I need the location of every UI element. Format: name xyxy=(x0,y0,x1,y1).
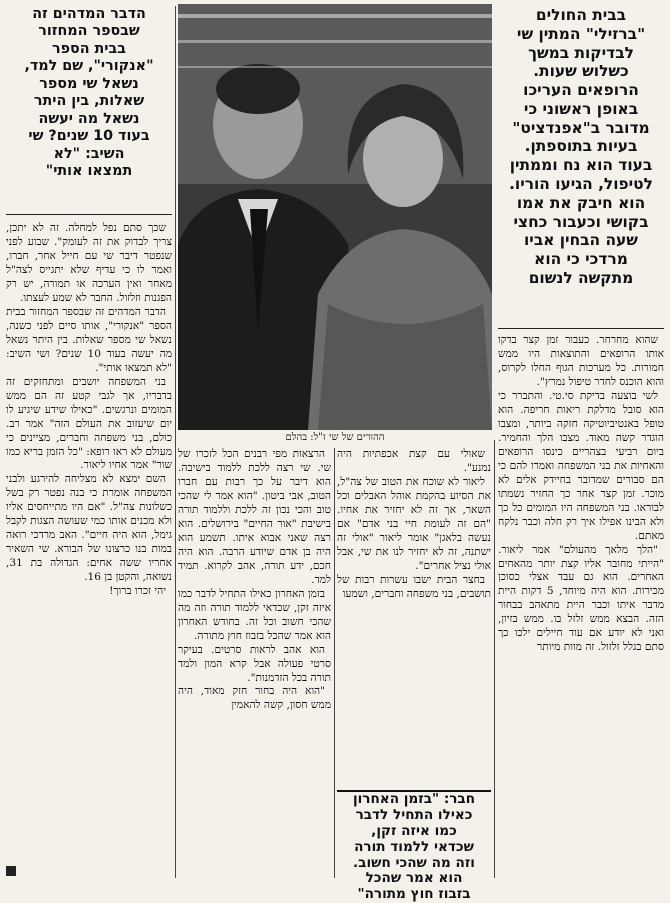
paragraph: בני המשפחה יושבים ומתחזקים זה בדבריו, אך לגבי קטע זה הם ממש המומים ונרגשים. "כאילו שידע שיגיע לו יום שיעזוב את העולם הזה" אמר רב. כולם, בני משפחה וחברים, מציינים כי מעולם לא ראו רופא: "כל הזמן בריא כמו שור" אמר אחיו ליאור. xyxy=(6,375,172,472)
pull-quote-line: שבספר המחזור xyxy=(38,23,140,40)
pull-quote-line: בקושי וכעבור כחצי xyxy=(513,212,649,231)
left-pull-divider xyxy=(6,214,172,215)
paragraph: לשי בוצעה בדיקת סי.טי. והתברר כי הוא סובל מדלקת ריאות חריפה. הוא טופל באנטיביוטיקה חזקה ביותר, ומצבו הוגדר קשה מאוד. מצבו הלך והחמיר. ביום רביעי בצהריים כינסו הרופאים והאחיות את בני המשפחה ואמרו להם כי הם סבורים שמדובר בחיידק אלים לא מוכר. זמן קצר אחר כך החזיר נשמתו לבוראו. בני המשפחה היו המומים כל כך ולא הבינו אפילו איך רק חלה וכבר נלקח מאתם. xyxy=(498,389,664,542)
paragraph: בחצר הבית ישבו עשרות רבות של תושבים, בני משפחה וחברים, ושמעו xyxy=(337,573,491,600)
parents-photo xyxy=(178,4,492,430)
pull-quote-line: לבדיקות במשך xyxy=(528,43,634,62)
photo-caption: ההורים של שי ז"ל: בהלם xyxy=(285,432,385,443)
paragraph: בזמן האחרון כאילו התחיל לדבר כמו איזה זקן, שכדאי ללמוד תורה וזה מה שהכי חשוב וכל זה. בחודש האחרון הוא אמר שהכל בזבוז חוץ מתורה. xyxy=(178,587,331,642)
quote-line: כמו איזה זקן, xyxy=(371,822,457,839)
pull-quote-line: באופן ראשוני כי xyxy=(523,99,639,118)
quote-line: שכדאי ללמוד תורה xyxy=(354,838,474,855)
closing-line: יהי זכרו ברוך! xyxy=(109,585,166,598)
pull-quote-line: מדובר ב"אפנדציט" xyxy=(512,118,650,137)
pull-quote-line: שעה הבחין אביו xyxy=(524,231,638,250)
column-rule xyxy=(494,440,495,878)
pull-quote-line: מתקשה לנשום xyxy=(528,268,634,287)
pull-quote-line: תמצאו אותי" xyxy=(45,162,133,179)
left-pull-quote xyxy=(6,6,172,210)
quote-line: כאילו התחיל לדבר xyxy=(355,806,473,823)
quote-line: בזבוז חוץ מתורה" xyxy=(357,886,471,903)
pull-quote-line: בבית הספר xyxy=(52,40,126,57)
column-rule xyxy=(334,448,335,878)
paragraph: שהוא מחרחר. כעבור זמן קצר בדקו אותו הרופאים והתוצאות היו ממש חמורות. כל מערכות הגוף החלו לקרוס, והוא הוכנס לחדר טיפול נמרץ". xyxy=(498,334,664,388)
friend-quote-box xyxy=(337,790,491,903)
column-rule xyxy=(175,6,176,878)
paragraph: שאולי עם קצת אכפתיות היה נמנע". xyxy=(337,448,491,474)
left-body-column xyxy=(6,222,172,864)
pull-quote-line: הדבר המדהים זה xyxy=(32,6,146,22)
quote-line: וזה מה שהכי חשוב. xyxy=(353,854,475,871)
pull-quote-line: הרופאים העריכו xyxy=(523,81,639,100)
right-pull-divider xyxy=(498,328,664,329)
pull-quote-line: בעוד 10 שנים? שי xyxy=(28,128,150,145)
middle-right-column-top xyxy=(337,448,491,788)
pull-quote-line: שאלות, בין היתר xyxy=(33,93,145,110)
middle-left-column xyxy=(178,448,331,878)
paragraph: הרצאות מפי רבנים הכל לזכרו של שי. שי רצה ללכת ללמוד בישיבה. הוא דיבר על כך רבות עם חברו הטוב, אבי ביטון. "הוא אמר לי שהכי טוב והכי נכון זה ללכת וללמוד תורה בישיבת "אור החיים" בירושלים. הוא רצה שאני אבוא איתו. תשמע הוא היה בן אדם שיודע הרבה. הוא היה חכם, ידע תורה, אהב לקרוא. תמיד למד. xyxy=(178,448,331,586)
pull-quote-line: לטיפול, הגיעו הוריו. xyxy=(509,175,653,194)
quote-line: הוא אמר שהכל xyxy=(365,870,463,887)
pull-quote-line: נשאל שי מספר xyxy=(39,75,139,92)
pull-quote-line: השיב: "לא xyxy=(53,145,125,162)
quote-line: חבר: "בזמן האחרון xyxy=(352,791,476,807)
paragraph: ליאור לא שוכח את הטוב של צה"ל, את הסיוע בהקמת אוהל האבלים וכל השאר, אך זה לא יחזיר את אחיו. "הם זה לעומת חיי בני אדם" אם נעשה בלאגן" אומר ליאור "אולי זה ישתנה, זה לא יחזיר לנו את שי, אבל אולי נציל אחרים". xyxy=(337,475,491,572)
pull-quote-line: בבית החולים xyxy=(535,6,627,24)
right-pull-quote xyxy=(498,6,664,324)
pull-quote-line: נשאל מה יעשה xyxy=(38,110,140,127)
right-body-column xyxy=(498,334,664,878)
pull-quote-line: בעוד הוא נח וממתין xyxy=(509,156,653,175)
pull-quote-line: "אנקורי", שם למד, xyxy=(24,58,154,75)
pull-quote-line: מרדכי כי הוא xyxy=(534,250,628,269)
end-of-article-mark xyxy=(6,866,16,876)
paragraph: "הוא היה בחור חזק מאוד, היה ממש חסון, קשה להאמין xyxy=(178,685,331,712)
paragraph: שכך סתם נפל למחלה. זה לא יתכן, צריך לבדוק את זה לעומק". שבוע לפני שנפטר דיבר שי עם חייל אחר, חברו, ואמר לו כי עדיף שלא יתגייס לצה"ל מאחר ואין הערכה או תמורה, יש רק הפגנות וזלזול. החבר לא שמע לעצתו. xyxy=(6,222,172,304)
paragraph: "הלך מלאך מהעולם" אמר ליאור. "הייתי מחובר אליו קצת יותר מהאחים האחרים. הוא גם עבד אצלי כסוכן מכירות. הוא היה מיוחד, 5 דקות היית מדבר איתו וכבר היית מתאהב בבחור הזה. הבצא ממש זלזל בו. ממש בזיון, ואני לא יודע אם עוד חיילים ילכו כך סתם בגלל זלזול. זה מוות מיותר xyxy=(498,543,665,654)
pull-quote-line: "ברזילי" המתין שי xyxy=(516,24,646,43)
paragraph: השם ימצא לא מצליחה להירגע ולבני המשפחה אומרת כי בנה נפטר רק בשל כשלונות צה"ל. "אם היו מתייחסים אליו ולא מכנים אותו כמי שעושה הצגות לקבל גימל, הוא היה חיים". האב מרדכי רואה במות בנו כרצונו של הבורא. שי השאיר אחריו ששה אחים: הגדולה בת 31, נשואה, והקטן בן 16. xyxy=(6,473,172,584)
paragraph: הוא אהב לראות סרטים. בעיקר סרטי פעולה אבל קרא המון ולמד תורה בכל הזדמנות". xyxy=(178,643,331,684)
pull-quote-line: בעיות בתוספתן. xyxy=(524,137,638,156)
pull-quote-line: הוא חיבק את אמו xyxy=(516,193,646,212)
pull-quote-line: כשלוש שעות. xyxy=(533,62,629,81)
paragraph: הדבר המדהים זה שבספר המחזור בבית הספר "אנקורי", אותו סיים לפני כשנה, נשאל שי מספר שאלות. בין היתר נשאל מה יעשה בעוד 10 שנים? ושי השיב: "לא תמצאו אותי". xyxy=(6,305,173,374)
